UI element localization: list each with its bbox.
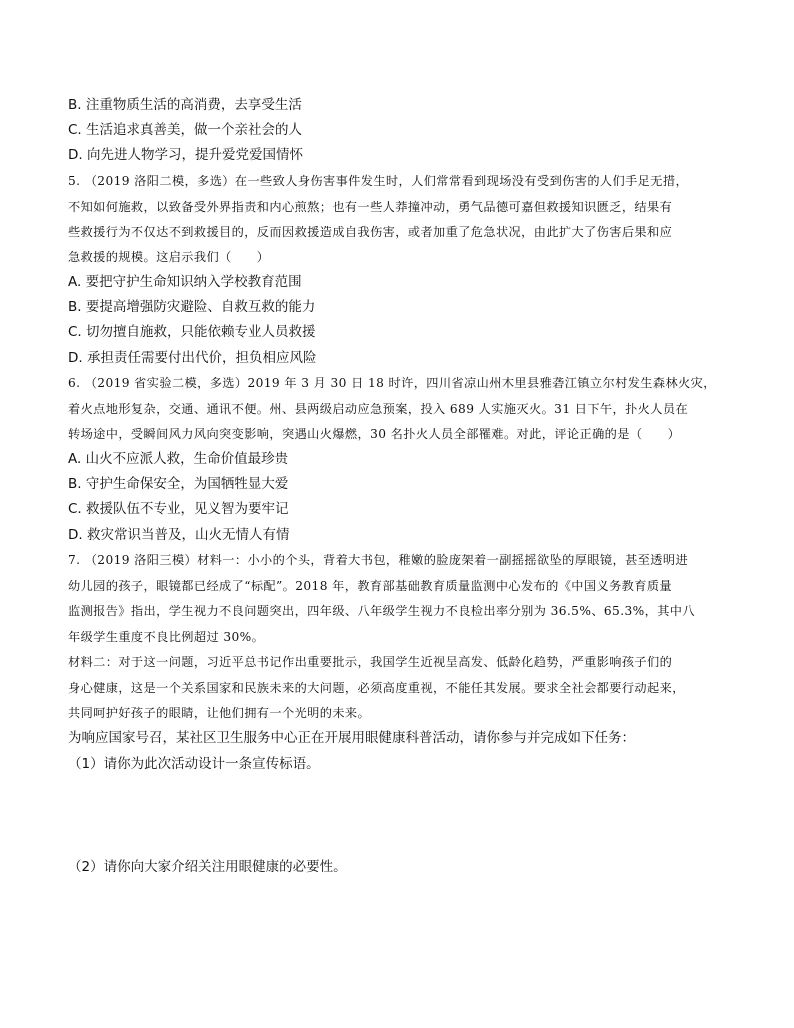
q6-option-a: A. 山火不应派人救，生命价值最珍贵 [68, 451, 289, 467]
q7-material1-line-1: 7. （2019 洛阳三模）材料一：小小的个头，背着大书包，稚嫩的脸庞架着一副摇摇欲坠的厚眼镜，甚至透明进 [68, 553, 689, 567]
q7-material1-line-2: 幼儿园的孩子，眼镜都已经成了“标配”。2018 年，教育部基础教育质量监测中心发布的《中国义务教育质量 [68, 579, 673, 593]
q6-option-b: B. 守护生命保安全，为国牺牲显大爱 [68, 476, 289, 492]
q5-stem-line-2: 不知如何施救，以致备受外界指责和内心煎熬；也有一些人莽撞冲动，勇气品德可嘉但救援知识匮乏，结果有 [68, 200, 673, 214]
q7-material2-line-3: 共同呵护好孩子的眼睛，让他们拥有一个光明的未来。 [68, 706, 371, 720]
q5-stem-line-4: 急救援的规模。这启示我们（ ） [68, 250, 270, 264]
q7-material1-line-3: 监测报告》指出，学生视力不良问题突出，四年级、八年级学生视力不良检出率分别为 36.5%、65.3%，其中八 [68, 604, 695, 618]
q7-material2-line-1: 材料二：对于这一问题，习近平总书记作出重要批示，我国学生近视呈高发、低龄化趋势，严重影响孩子们的 [68, 655, 673, 669]
q5-stem-line-3: 些救援行为不仅达不到救援目的，反而因救援造成自我伤害，或者加重了危急状况，由此扩大了伤害后果和应 [68, 225, 673, 239]
q7-task-intro: 为响应国家号召，某社区卫生服务中心正在开展用眼健康科普活动，请你参与并完成如下任务： [68, 730, 635, 746]
q5-option-b: B. 要提高增强防灾避险、自救互救的能力 [68, 299, 316, 315]
q5-stem-line-1: 5. （2019 洛阳二模，多选）在一些致人身伤害事件发生时，人们常常看到现场没有受到伤害的人们手足无措， [68, 174, 689, 188]
q6-stem-line-3: 转场途中，受瞬间风力风向突变影响，突遇山火爆燃，30 名扑火人员全部罹难。对此，评论正确的是（ ） [68, 427, 681, 441]
q6-option-c: C. 救援队伍不专业，见义智为要牢记 [68, 501, 289, 517]
q5-option-d: D. 承担责任需要付出代价，担负相应风险 [68, 350, 317, 366]
q6-stem-line-1: 6. （2019 省实验二模，多选）2019 年 3 月 30 日 18 时许，四川省凉山州木里县雅砻江镇立尔村发生森林火灾， [68, 376, 716, 390]
q4-option-c: C. 生活追求真善美，做一个亲社会的人 [68, 122, 303, 138]
q4-option-d: D. 向先进人物学习，提升爱党爱国情怀 [68, 147, 303, 163]
q7-material2-line-2: 身心健康，这是一个关系国家和民族未来的大问题，必须高度重视，不能任其发展。要求全社会都要行动起来， [68, 681, 685, 695]
q6-option-d: D. 救灾常识当普及，山火无情人有情 [68, 527, 290, 543]
q7-material1-line-4: 年级学生重度不良比例超过 30%。 [68, 630, 265, 644]
q7-task-2: （2）请你向大家介绍关注用眼健康的必要性。 [68, 859, 347, 875]
q5-option-c: C. 切勿擅自施救，只能依赖专业人员救援 [68, 324, 316, 340]
q7-task-1: （1）请你为此次活动设计一条宣传标语。 [68, 756, 320, 772]
q4-option-b: B. 注重物质生活的高消费，去享受生活 [68, 97, 302, 113]
q6-stem-line-2: 着火点地形复杂，交通、通讯不便。州、县两级启动应急预案，投入 689 人实施灭火。31 日下午，扑火人员在 [68, 402, 689, 416]
q5-option-a: A. 要把守护生命知识纳入学校教育范围 [68, 274, 302, 290]
